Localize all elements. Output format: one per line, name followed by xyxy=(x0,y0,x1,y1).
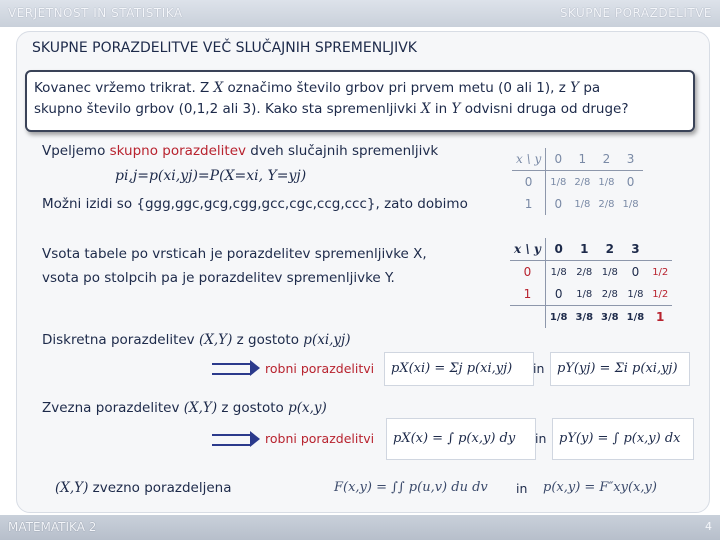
discrete-xy: (X,Y) xyxy=(198,332,233,348)
table-cell: 1 xyxy=(648,306,672,329)
problem-text-2c: odvisni druga od druge? xyxy=(464,101,629,117)
table-cell: 1/8 xyxy=(550,266,567,278)
page-title: SKUPNE PORAZDELITVE VEČ SLUČAJNIH SPREMENLJIVK xyxy=(32,40,417,56)
table-cell: 1/2 xyxy=(652,288,669,300)
discrete-marginal-label: robni porazdelitvi xyxy=(265,361,375,376)
discrete-and: in xyxy=(533,361,545,376)
table-cell: 1 xyxy=(571,238,597,261)
marginal-line-2: vsota po stolpcih pa je porazdelitev spremenljivke Y. xyxy=(42,270,395,286)
problem-text xyxy=(34,78,684,120)
continuous-density-label: z gostoto xyxy=(221,400,284,416)
table-cell: 0 xyxy=(512,171,546,194)
continuous-formula-x: pX(x) = ∫ p(x,y) dy xyxy=(386,418,536,460)
table-cell: 0 xyxy=(631,265,640,279)
table-cell: 2/8 xyxy=(574,176,591,188)
table-cell: 1 xyxy=(512,193,546,215)
table-row xyxy=(512,148,643,171)
density-formula: p(x,y) = F″xy(x,y) xyxy=(543,480,657,495)
cont-joint-text xyxy=(55,480,231,496)
table-cell: 1/8 xyxy=(550,176,567,188)
intro-post: dveh slučajnih spremenljivk xyxy=(250,143,439,159)
problem-text-2b: in xyxy=(434,101,448,117)
discrete-formula-x: pX(xi) = Σj p(xi,yj) xyxy=(384,352,534,386)
table-row xyxy=(512,193,643,215)
table-row xyxy=(510,238,672,261)
continuous-marginal-label: robni porazdelitvi xyxy=(265,431,375,446)
table-cell: 1/8 xyxy=(627,288,644,300)
cdf-formula: F(x,y) = ∫∫ p(u,v) du dv xyxy=(334,480,488,495)
arrow-icon-2 xyxy=(212,434,250,446)
discrete-formula-y: pY(yj) = Σi p(xi,yj) xyxy=(550,352,690,386)
table-cell xyxy=(648,238,672,261)
table-cell: 2/8 xyxy=(576,266,593,278)
table-cell: 2/8 xyxy=(601,288,618,300)
var-x-2: X xyxy=(420,101,431,117)
marginal-line-1: Vsota tabele po vrsticah je porazdelitev spremenljivke X, xyxy=(42,246,427,262)
cont-joint-and: in xyxy=(516,481,528,496)
cont-joint-xy: (X,Y) xyxy=(55,480,89,496)
table-cell: 1/8 xyxy=(574,198,591,210)
table-cell: x \ y xyxy=(512,148,546,171)
table-cell: 0 xyxy=(545,238,571,261)
footer-bar xyxy=(0,515,720,540)
table-cell: 0 xyxy=(554,197,563,211)
continuous-density: p(x,y) xyxy=(288,400,327,416)
table-cell: x \ y xyxy=(510,238,545,261)
continuous-xy: (X,Y) xyxy=(183,400,218,416)
table-cell: 1 xyxy=(510,283,545,306)
table-cell: 3 xyxy=(623,238,649,261)
continuous-text xyxy=(42,400,327,416)
table-row xyxy=(510,261,672,284)
cont-joint-label: zvezno porazdeljena xyxy=(92,480,232,496)
table-row xyxy=(510,306,672,329)
continuous-formula-y: pY(y) = ∫ p(x,y) dx xyxy=(552,418,694,460)
arrow-head-icon xyxy=(250,360,260,376)
var-y-2: Y xyxy=(451,101,461,117)
table-cell: 1/8 xyxy=(598,176,615,188)
table-cell: 0 xyxy=(554,287,563,301)
discrete-text xyxy=(42,332,351,348)
problem-text-2a: skupno število grbov (0,1,2 ali 3). Kako sta spremenljivki xyxy=(34,101,417,117)
table-cell: 3 xyxy=(619,148,643,171)
discrete-density-label: z gostoto xyxy=(236,332,299,348)
footer-course: MATEMATIKA 2 xyxy=(8,520,97,534)
table-cell: 1/8 xyxy=(601,266,618,278)
section-title: SKUPNE PORAZDELITVE xyxy=(559,6,712,20)
continuous-label: Zvezna porazdelitev xyxy=(42,400,180,416)
table-cell: 3/8 xyxy=(571,306,597,329)
intro-text xyxy=(42,143,438,159)
table-cell: 2 xyxy=(597,238,623,261)
table-cell: 1/8 xyxy=(622,198,639,210)
intro-pre: Vpeljemo xyxy=(42,143,106,159)
intro-highlight: skupno porazdelitev xyxy=(109,143,246,159)
arrow-icon xyxy=(212,363,250,375)
table-cell: 2 xyxy=(594,148,618,171)
discrete-label: Diskretna porazdelitev xyxy=(42,332,195,348)
outcomes-text: Možni izidi so {ggg,ggc,gcg,cgg,gcc,cgc,ccg,ccc}, zato dobimo xyxy=(42,196,468,212)
course-title: VERJETNOST IN STATISTIKA xyxy=(8,6,183,20)
table-cell: 1/8 xyxy=(576,288,593,300)
table-cell: 0 xyxy=(510,261,545,284)
table-cell xyxy=(510,306,545,329)
table-cell: 1/2 xyxy=(652,266,669,278)
table-row xyxy=(512,171,643,194)
table-row xyxy=(510,283,672,306)
page-number: 4 xyxy=(705,520,712,533)
table-cell: 1 xyxy=(570,148,594,171)
problem-text-1c: pa xyxy=(583,80,601,96)
discrete-density: p(xi,yj) xyxy=(303,332,351,348)
problem-text-1a: Kovanec vržemo trikrat. Z xyxy=(34,80,210,96)
arrow-head-icon-2 xyxy=(250,431,260,447)
table-cell: 2/8 xyxy=(598,198,615,210)
table-cell: 1/8 xyxy=(623,306,649,329)
table-cell: 0 xyxy=(626,175,635,189)
joint-table-2 xyxy=(510,238,672,328)
var-y: Y xyxy=(570,80,580,96)
table-cell: 3/8 xyxy=(597,306,623,329)
table-cell: 1/8 xyxy=(545,306,571,329)
continuous-and: in xyxy=(535,431,547,446)
table-cell: 0 xyxy=(546,148,571,171)
var-x: X xyxy=(213,80,224,96)
joint-table-1 xyxy=(512,148,643,215)
joint-formula: pi,j=p(xi,yj)=P(X=xi, Y=yj) xyxy=(115,168,307,184)
problem-text-1b: označimo število grbov pri prvem metu (0 ali 1), z xyxy=(227,80,566,96)
